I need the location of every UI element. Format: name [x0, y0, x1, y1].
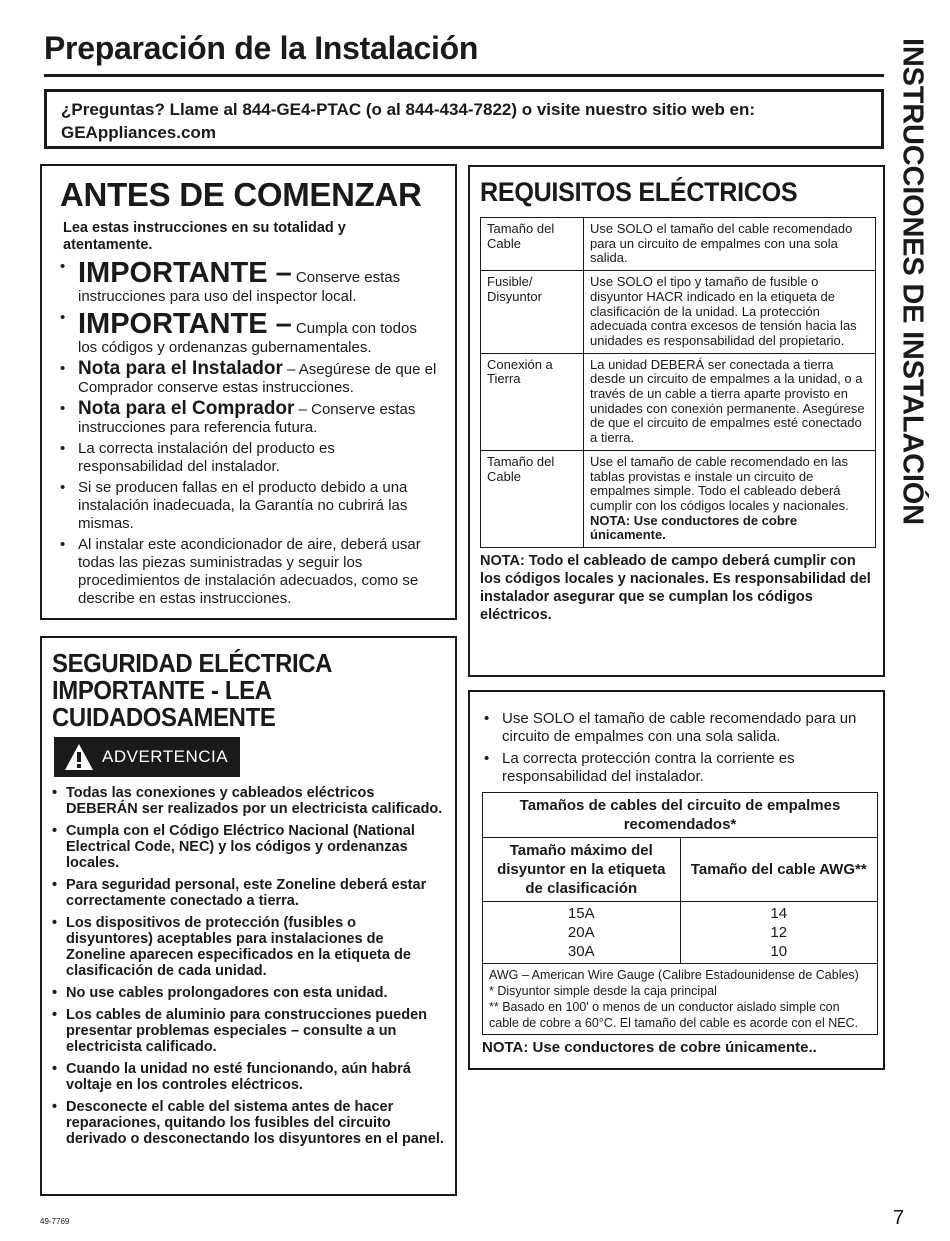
table-cell-key: Tamaño del Cable [481, 450, 584, 547]
antes-lead: Lea estas instrucciones en su totalidad y atentamente. [63, 220, 346, 253]
footnote: AWG – American Wire Gauge (Calibre Estadounidense de Cables) [489, 968, 859, 982]
page-title: Preparación de la Instalación [44, 30, 479, 66]
cable-section [468, 690, 885, 1070]
list-item-text: Cumpla con todos los códigos y ordenanzas gubernamentales. [78, 320, 417, 356]
table-row [483, 964, 878, 1035]
column-header-breaker: Tamaño máximo del disyuntor en la etiqueta de clasificación [483, 838, 681, 902]
list-item-text: Si se producen fallas en el producto debido a una instalación inadecuada, la Garantía no cubrirá las mismas. [78, 479, 408, 532]
seguridad-heading [52, 650, 414, 731]
list-item-text: – Conserve estas instrucciones para referencia futura. [78, 401, 416, 436]
list-item-text: Conserve estas instrucciones para uso del inspector local. [78, 269, 401, 305]
column-header-awg: Tamaño del cable AWG** [680, 838, 878, 902]
table-row [483, 838, 878, 902]
table-row [481, 353, 876, 450]
table-cell-value: La unidad DEBERÁ ser conectada a tierra desde un circuito de empalmes a la unidad, o a través de un cable a tierra aparte provisto en unidades con conexión permanente. Asegúrese de que el circuito de empalmes esté conectado a tierra. [584, 353, 876, 450]
requisitos-table [480, 217, 876, 548]
list-item [60, 536, 437, 608]
list-item: • Desconecte el cable del sistema antes de hacer reparaciones, quitando los fusibles del circuito derivado o desconectando los disyuntores en el panel. [52, 1099, 445, 1147]
buyer-note-label: Nota para el Comprador [78, 398, 295, 419]
table-row [483, 793, 878, 838]
list-item: • Cuando la unidad no esté funcionando, aún habrá voltaje en los controles eléctricos. [52, 1061, 445, 1093]
requisitos-heading: REQUISITOS ELÉCTRICOS [480, 177, 798, 207]
awg-table-title: Tamaños de cables del circuito de empalmes recomendados* [483, 793, 878, 838]
seguridad-list [52, 785, 445, 1147]
list-item [60, 309, 437, 357]
list-item-text: – Asegúrese de que el Comprador conserve estas instrucciones. [78, 361, 437, 396]
list-item [60, 479, 437, 533]
list-item-text: La correcta instalación del producto es responsabilidad del instalador. [78, 440, 335, 475]
footnote: ** Basado en 100' o menos de un conductor aislado simple con cable de cobre a 60°C. El tamaño del cable es acorde con el NEC. [489, 1000, 859, 1030]
heading-line: IMPORTANTE - LEA [52, 675, 272, 705]
table-row [483, 902, 878, 964]
list-item: • Use SOLO el tamaño de cable recomendado para un circuito de empalmes con una sola salida. [482, 710, 871, 746]
title-divider [44, 74, 884, 77]
cell-text: Use el tamaño de cable recomendado en las tablas provistas e instale un circuito de empalmes simple. Todo el cableado deberá cumplir con los códigos locales y nacionales. [590, 453, 849, 513]
side-tab [884, 38, 940, 598]
questions-banner [44, 89, 884, 149]
awg-values [680, 902, 878, 964]
list-item [60, 440, 437, 476]
document-number: 49-7769 [40, 1217, 70, 1226]
cable-bullets [482, 710, 871, 786]
warning-triangle-icon [64, 743, 94, 771]
table-cell-value: Use SOLO el tipo y tamaño de fusible o disyuntor HACR indicado en la etiqueta de clasificación de la unidad. La protección adecuada contra excesos de tensión hacia las unidades es responsabilidad del propietario. [584, 271, 876, 354]
table-cell-key: Conexión a Tierra [481, 353, 584, 450]
list-item-text: Al instalar este acondicionador de aire, deberá usar todas las piezas suministradas y seguir los procedimientos de instalación adecuados, como se describe en estas instrucciones. [78, 536, 421, 607]
footnote: * Disyuntor simple desde la caja principal [489, 984, 717, 998]
list-item [60, 258, 437, 306]
table-cell-key: Tamaño del Cable [481, 218, 584, 271]
heading-line: CUIDADOSAMENTE [52, 702, 276, 732]
important-label: IMPORTANTE – [78, 308, 292, 340]
table-cell-value [584, 450, 876, 547]
breaker-value: 20A [567, 924, 595, 941]
list-item: • No use cables prolongadores con esta unidad. [52, 985, 445, 1001]
breaker-value: 30A [567, 943, 595, 960]
antes-section [40, 164, 457, 620]
awg-value: 14 [770, 905, 788, 922]
breaker-value: 15A [567, 905, 595, 922]
table-row [481, 450, 876, 547]
awg-table [482, 792, 878, 1035]
requisitos-section [468, 165, 885, 677]
website-link[interactable]: GEAppliances.com [61, 123, 216, 142]
heading-line: SEGURIDAD ELÉCTRICA [52, 648, 333, 678]
list-item: • Cumpla con el Código Eléctrico Nacional (National Electrical Code, NEC) y los códigos y ordenanzas locales. [52, 823, 445, 871]
installer-note-label: Nota para el Instalador [78, 358, 283, 379]
side-tab-label: INSTRUCCIONES DE INSTALACIÓN [896, 38, 929, 525]
copper-note: NOTA: Use conductores de cobre únicamente. [590, 512, 798, 543]
table-cell-value: Use SOLO el tamaño del cable recomendado para un circuito de empalmes con una sola salida. [584, 218, 876, 271]
awg-footnotes [483, 964, 878, 1035]
table-row [481, 271, 876, 354]
breaker-values [483, 902, 681, 964]
page-number: 7 [893, 1207, 905, 1229]
important-label: IMPORTANTE – [78, 257, 292, 289]
list-item: • Todas las conexiones y cableados eléctricos DEBERÁN ser realizados por un electricista calificado. [52, 785, 445, 817]
table-cell-key: Fusible/ Disyuntor [481, 271, 584, 354]
antes-list [60, 258, 437, 608]
list-item: • La correcta protección contra la corriente es responsabilidad del instalador. [482, 750, 871, 786]
list-item: • Para seguridad personal, este Zoneline deberá estar correctamente conectado a tierra. [52, 877, 445, 909]
table-row [481, 218, 876, 271]
list-item: • Los cables de aluminio para construcciones pueden presentar problemas especiales – consulte a un electricista calificado. [52, 1007, 445, 1055]
list-item [60, 400, 437, 437]
requisitos-footer-note: NOTA: Todo el cableado de campo deberá cumplir con los códigos locales y nacionales. Es responsabilidad del instalador asegurar que se cumplan los códigos eléctricos. [480, 553, 871, 624]
questions-text: ¿Preguntas? Llame al 844-GE4-PTAC (o al 844-434-7822) o visite nuestro sitio web en: [61, 100, 756, 119]
antes-heading: ANTES DE COMENZAR [60, 176, 422, 213]
list-item: • Los dispositivos de protección (fusibles o disyuntores) aceptables para instalaciones de Zoneline aparecen especificados en la etiqueta de clasificación de cada unidad. [52, 915, 445, 979]
list-item [60, 360, 437, 397]
seguridad-section [40, 636, 457, 1196]
warning-badge [54, 737, 240, 777]
cable-note: NOTA: Use conductores de cobre únicamente.. [482, 1039, 817, 1056]
awg-value: 10 [770, 943, 788, 960]
warning-label: ADVERTENCIA [102, 747, 229, 766]
awg-value: 12 [770, 924, 788, 941]
